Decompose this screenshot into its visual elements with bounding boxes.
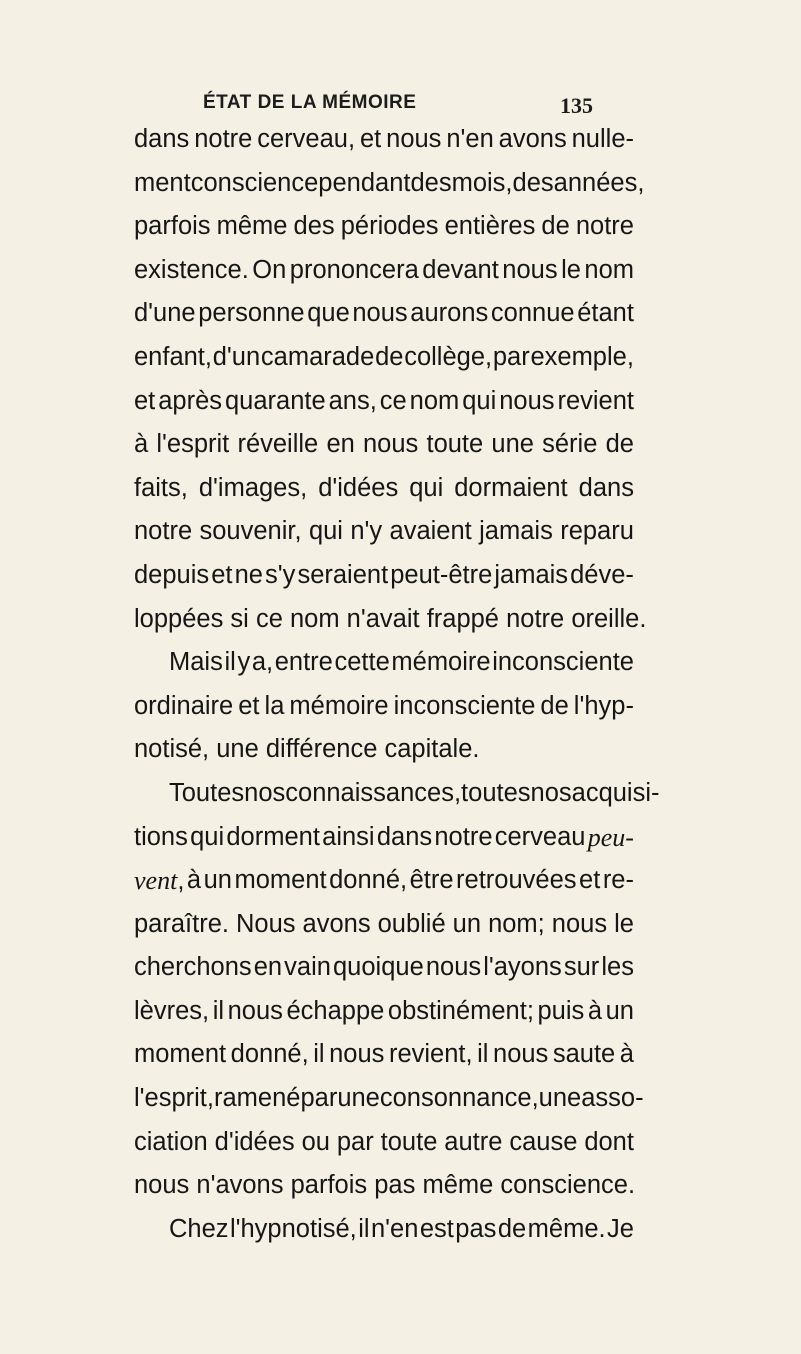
word: ment (134, 168, 191, 197)
word: entières (444, 212, 536, 241)
word: autre (444, 1127, 503, 1156)
word: notre (134, 517, 193, 546)
word: dont (584, 1127, 634, 1156)
word: n'avait (346, 604, 420, 633)
text-line (134, 162, 645, 206)
word: entre (274, 648, 333, 677)
word: oublié (377, 909, 446, 938)
word: l'hypnotisé, (229, 1214, 357, 1243)
word: y (237, 648, 251, 677)
text-line (134, 728, 634, 772)
word: il (224, 648, 236, 677)
word: même (422, 1171, 494, 1200)
word: nos (244, 778, 286, 807)
text-line (134, 990, 634, 1034)
word: de (375, 342, 404, 371)
word: revient (557, 386, 634, 415)
word: mois, (451, 168, 513, 197)
word: des (293, 212, 335, 241)
word: d'une (134, 299, 196, 328)
word: mémoire (391, 648, 491, 677)
text-line (134, 510, 634, 554)
word: On (252, 255, 287, 284)
word: dans (376, 822, 433, 851)
word: cette (334, 648, 390, 677)
word: n'avons (196, 1171, 284, 1200)
word: connue (490, 299, 575, 328)
word: par (492, 342, 530, 371)
word: revient, (388, 1040, 473, 1069)
word: l'ayons (483, 953, 562, 982)
word: nous (227, 996, 283, 1025)
word: des (512, 168, 554, 197)
word: existence. (134, 255, 249, 284)
word: un (203, 866, 232, 895)
word: nous (499, 386, 555, 415)
word: jamais (479, 517, 553, 546)
word: déve- (570, 560, 634, 589)
word: d'idées (318, 473, 399, 502)
word: étant (577, 299, 634, 328)
word: loppées (134, 604, 224, 633)
word: il (212, 996, 225, 1025)
word: l'esprit, (134, 1084, 214, 1113)
word: donné, (230, 1040, 309, 1069)
word: la (264, 691, 285, 720)
word: échappe (286, 996, 385, 1025)
word: une (216, 735, 259, 764)
word: nous (386, 125, 442, 153)
word: mémoire (289, 691, 389, 720)
word: à (186, 866, 202, 895)
word: une (491, 430, 534, 459)
text-line (134, 1033, 634, 1077)
word: tions (134, 822, 188, 851)
word: les (601, 953, 634, 982)
word: différence (265, 735, 378, 764)
word: nous (425, 953, 482, 982)
word: saute (552, 1040, 616, 1069)
word: et (579, 866, 601, 895)
text-line (134, 1077, 644, 1121)
running-head (203, 92, 593, 118)
word: par (300, 1084, 338, 1113)
word: conscience. (500, 1171, 636, 1200)
word: pendant (318, 168, 411, 197)
word: et (359, 125, 382, 153)
word: nom (584, 255, 634, 284)
word: inconsciente (393, 691, 536, 720)
word: le (561, 255, 581, 284)
running-head-title: ÉTAT DE LA MÉMOIRE (203, 92, 417, 113)
word: est (419, 1214, 454, 1243)
word: une (538, 1084, 582, 1113)
word: qui (308, 517, 343, 546)
text-line (134, 685, 634, 729)
word: depuis (134, 560, 210, 589)
word: après (158, 386, 223, 415)
word: réveille (237, 430, 319, 459)
word: Chez (169, 1214, 229, 1243)
word: en (253, 953, 283, 982)
word: n'y (350, 517, 383, 546)
word: dormaient (454, 473, 568, 502)
word: pas (374, 1171, 416, 1200)
word: paraître. (134, 909, 229, 938)
text-line (134, 946, 634, 990)
word: collège, (404, 342, 493, 371)
word: d'un (212, 342, 261, 371)
word: puis (537, 996, 585, 1025)
word: re- (602, 866, 634, 895)
word: à (587, 996, 603, 1025)
word: toutes (461, 778, 531, 807)
word: et (238, 691, 260, 720)
word: cerveau (494, 822, 586, 851)
word: parfois (290, 1171, 368, 1200)
word: il (477, 1040, 489, 1069)
word: quarante (224, 386, 326, 415)
word: qui (462, 386, 497, 415)
word: acquisi- (571, 778, 660, 807)
text-line (134, 292, 634, 336)
word: pas (455, 1214, 497, 1243)
text-line (134, 205, 634, 249)
word: qui (409, 473, 444, 502)
word: faits, (134, 473, 188, 502)
text-line (134, 380, 634, 424)
word: a, (251, 648, 274, 677)
word: nous (134, 1171, 190, 1200)
word: enfant, (134, 342, 212, 371)
word: ans, (328, 386, 377, 415)
word: un (605, 996, 634, 1025)
word: dans (134, 125, 190, 153)
word: Toutes (169, 778, 245, 807)
word: notre (434, 822, 493, 851)
word: exemple, (530, 342, 634, 371)
page-number: 135 (560, 93, 593, 118)
word: notisé, (134, 735, 210, 764)
word: conscience (190, 168, 319, 197)
word: qui (190, 822, 225, 851)
word: ce (255, 604, 283, 633)
text-line (134, 598, 647, 642)
text-line (134, 641, 634, 685)
word: vain (284, 953, 331, 982)
word: de (540, 691, 569, 720)
word: nom (409, 386, 460, 415)
word: cerveau, (257, 125, 356, 153)
word: inconsciente (492, 648, 634, 677)
word: années, (553, 168, 645, 197)
text-line (134, 554, 634, 598)
word: même (216, 212, 288, 241)
text-line (134, 336, 634, 380)
word: avons (302, 909, 371, 938)
word: obstinément; (387, 996, 534, 1025)
word: ne (234, 560, 263, 589)
word: ramené (213, 1084, 301, 1113)
word: de (605, 430, 634, 459)
word: notre (194, 125, 253, 153)
word: peut-être (390, 560, 493, 589)
word: asso- (581, 1084, 644, 1113)
word: devant (422, 255, 499, 284)
word: ou (301, 1127, 330, 1156)
word: d'images, (198, 473, 308, 502)
word: Je (607, 1214, 634, 1243)
word: quoique (333, 953, 424, 982)
word: si (230, 604, 249, 633)
word: personne (198, 299, 305, 328)
word: nom; (488, 909, 545, 938)
body-text (134, 118, 660, 1251)
word: ainsi (322, 822, 375, 851)
text-line (134, 1208, 634, 1252)
text-line (134, 1164, 634, 1208)
word: prononcera (289, 255, 419, 284)
word: moment (234, 866, 327, 895)
word: un (452, 909, 482, 938)
word: frappé (426, 604, 499, 633)
word: de (497, 1214, 527, 1243)
word: d'idées (214, 1127, 295, 1156)
word: parfois (134, 212, 211, 241)
word: nous (502, 255, 558, 284)
word: vent, (134, 866, 185, 896)
word: même. (527, 1214, 606, 1243)
word: l'esprit (156, 430, 230, 459)
word: jamais (494, 560, 569, 589)
word: toute (426, 430, 484, 459)
word: ce (379, 386, 407, 415)
text-line (134, 249, 634, 293)
word: périodes (340, 212, 439, 241)
word: être (409, 866, 454, 895)
text-line (134, 423, 634, 467)
word: souvenir, (199, 517, 302, 546)
text-line (134, 118, 634, 162)
word: consonnance, (379, 1084, 539, 1113)
text-line (134, 816, 634, 860)
word: nulle- (571, 125, 634, 153)
word: avons (498, 125, 567, 153)
word: reparu (560, 517, 634, 546)
word: nous (493, 1040, 549, 1069)
word: cherchons (134, 953, 252, 982)
word: et (134, 386, 156, 415)
word: que (307, 299, 350, 328)
word: l'hyp- (573, 691, 634, 720)
word: ordinaire (134, 691, 234, 720)
word: série (542, 430, 598, 459)
word: une (337, 1084, 380, 1113)
text-line (134, 859, 634, 903)
text-line (134, 903, 634, 947)
word: nous (329, 1040, 385, 1069)
word: Mais (169, 648, 223, 677)
word: cause (509, 1127, 578, 1156)
word: des (410, 168, 452, 197)
word: donné, (329, 866, 408, 895)
word: s'y (265, 560, 296, 589)
word: dans (578, 473, 634, 502)
word: moment (134, 1040, 227, 1069)
word: nom (289, 604, 340, 633)
word: notre (506, 604, 565, 633)
word: sur (563, 953, 600, 982)
word: ciation (134, 1127, 208, 1156)
word: toute (380, 1127, 438, 1156)
word: n'en (370, 1214, 419, 1243)
word: n'en (446, 125, 494, 153)
word: oreille. (571, 604, 647, 633)
word: il (313, 1040, 325, 1069)
word: peu- (587, 822, 634, 852)
word: Nous (235, 909, 296, 938)
text-line (134, 772, 660, 816)
word: seraient (297, 560, 389, 589)
word: nous (551, 909, 608, 938)
text-line (134, 1121, 634, 1165)
word: lèvres, (134, 996, 210, 1025)
word: retrouvées (456, 866, 577, 895)
word: par (336, 1127, 374, 1156)
word: capitale. (384, 735, 480, 764)
word: nous (352, 299, 408, 328)
word: en (326, 430, 355, 459)
word: à (619, 1040, 634, 1069)
word: de (541, 212, 570, 241)
word: avaient (389, 517, 472, 546)
word: il (358, 1214, 370, 1243)
word: notre (575, 212, 634, 241)
word: le (614, 909, 634, 938)
word: nous (363, 430, 419, 459)
word: aurons (410, 299, 489, 328)
word: nos (530, 778, 572, 807)
word: connaissances, (285, 778, 462, 807)
word: et (211, 560, 233, 589)
word: dorment (226, 822, 320, 851)
word: camarade (260, 342, 375, 371)
text-line (134, 467, 634, 511)
word: à (134, 430, 149, 459)
